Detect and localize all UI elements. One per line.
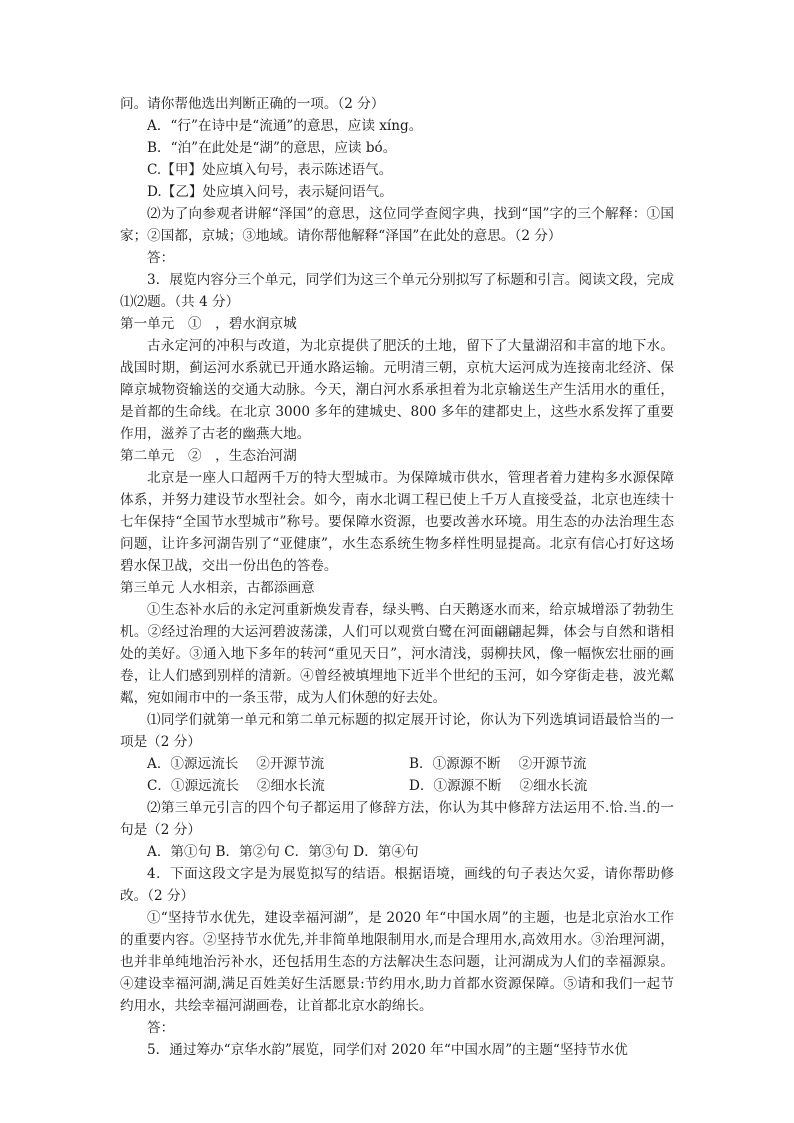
option-d: D.【乙】处应填入问号，表示疑问语气。 bbox=[147, 184, 393, 200]
question-3-stem: 3．展览内容分三个单元，同学们为这三个单元分别拟写了标题和引言。阅读文段，完成⑴⑵题。（共 4 分） bbox=[120, 272, 674, 310]
sentence-5: ⑤请和我们一起节约用水，共绘幸福河湖画卷，让首都北京水韵绵长。 bbox=[120, 976, 674, 1014]
unit-3-passage: ①生态补水后的永定河重新焕发青春，绿头鸭、白天鹅逐水而来，给京城增添了勃勃生机。②经过治理的大运河碧波荡漾，人们可以观赏白鹭在河面翩翩起舞，体会与自然和谐相处的美好。③通入地下多年的转河“重见天日”，河水清浅，弱柳扶风，像一幅恢宏壮丽的画卷，让人们感到别样的清新。④曾经被填埋地下近半个世纪的玉河，如今穿街走巷，波光粼粼，宛如闹市中的一条玉带，成为人们休憩的好去处。 bbox=[120, 602, 674, 706]
q3-option-d: D．①源源不断 ②细水长流 bbox=[409, 778, 588, 794]
answer-label-2: 答： bbox=[147, 1020, 175, 1036]
question-3-options-row-2 bbox=[120, 775, 674, 797]
option-b: B．“泊”在此处是“湖”的意思，应读 bó。 bbox=[147, 140, 397, 156]
question-4-passage bbox=[120, 907, 674, 1017]
option-c: C.【甲】处应填入句号，表示陈述语气。 bbox=[147, 162, 393, 178]
sentence-4: ④建设幸福河湖,满足百姓美好生活愿景:节约用水,助力首都水资源保障。 bbox=[120, 976, 564, 992]
question-2-part-2: ⑵为了向参观者讲解“泽国”的意思，这位同学查阅字典，找到“国”字的三个解释：①国家；②国都，京城；③地域。请你帮他解释“泽国”在此处的意思。（2 分） bbox=[120, 206, 674, 244]
question-2-stem-end: 问。请你帮他选出判断正确的一项。（2 分） bbox=[120, 96, 385, 112]
unit-2-title: 第二单元 ② ，生态治河湖 bbox=[120, 448, 297, 464]
unit-3-title: 第三单元 人水相亲，古都添画意 bbox=[120, 580, 315, 596]
unit-1-passage: 古永定河的冲积与改道，为北京提供了肥沃的土地，留下了大量湖沼和丰富的地下水。战国时期，蓟运河水系就已开通水路运输。元明清三朝，京杭大运河成为连接南北经济、保障京城物资输送的交通大动脉。今天，潮白河水系承担着为北京输送生产生活用水的重任，是首都的生命线。在北京 3000 多年的建城史、800 多年的建都史上，这些水系发挥了重要作用，滋养了古老的幽燕大地。 bbox=[120, 338, 674, 442]
question-3-options-row-1 bbox=[120, 753, 674, 775]
document-body bbox=[120, 93, 674, 1061]
unit-1-title: 第一单元 ① ，碧水润京城 bbox=[120, 316, 297, 332]
sentence-2: ②坚持节水优先,并非简单地限制用水,而是合理用水,高效用水。 bbox=[203, 932, 592, 948]
option-a: A．“行”在诗中是“流通”的意思，应读 xíng。 bbox=[147, 118, 423, 134]
unit-2-passage: 北京是一座人口超两千万的特大型城市。为保障城市供水，管理者着力建构多水源保障体系，并努力建设节水型社会。如今，南水北调工程已使上千万人直接受益，北京也连续十七年保持“全国节水型城市”称号。要保障水资源，也要改善水环境。用生态的办法治理生态问题，让许多河湖告别了“亚健康”，水生态系统生物多样性明显提高。北京有信心打好这场碧水保卫战，交出一份出色的答卷。 bbox=[120, 470, 674, 574]
sentence-3: ③治理河湖，也并非单纯地治污补水，还包括用生态的方法解决生态问题，让河湖成为人们的幸福源泉。 bbox=[120, 932, 674, 970]
question-4-stem: 4．下面这段文字是为展览拟写的结语。根据语境，画线的句子表达欠妥，请你帮助修改。（2 分） bbox=[120, 866, 674, 904]
answer-label: 答： bbox=[147, 250, 175, 266]
question-5-stem: 5．通过筹办“京华水韵”展览，同学们对 2020 年“中国水周”的主题“坚持节水优 bbox=[147, 1042, 628, 1058]
q3-option-a: A．①源远流长 ②开源节流 bbox=[147, 756, 325, 772]
q3-option-b: B．①源源不断 ②开源节流 bbox=[409, 756, 587, 772]
q3-option-c: C．①源远流长 ②细水长流 bbox=[147, 778, 325, 794]
question-3-part-1: ⑴同学们就第一单元和第二单元标题的拟定展开讨论，你认为下列选填词语最恰当的一项是（2 分） bbox=[120, 712, 674, 750]
sentence-1: ①“坚持节水优先，建设幸福河湖”，是 2020 年“中国水周”的主题，也是北京治水工作的重要内容。 bbox=[120, 910, 674, 948]
question-3-part-2: ⑵第三单元引言的四个句子都运用了修辞方法，你认为其中修辞方法运用不.恰.当.的一句是（2 分） bbox=[120, 800, 674, 838]
question-3-part-2-options: A．第①句 B．第②句 C．第③句 D．第④句 bbox=[147, 844, 419, 860]
